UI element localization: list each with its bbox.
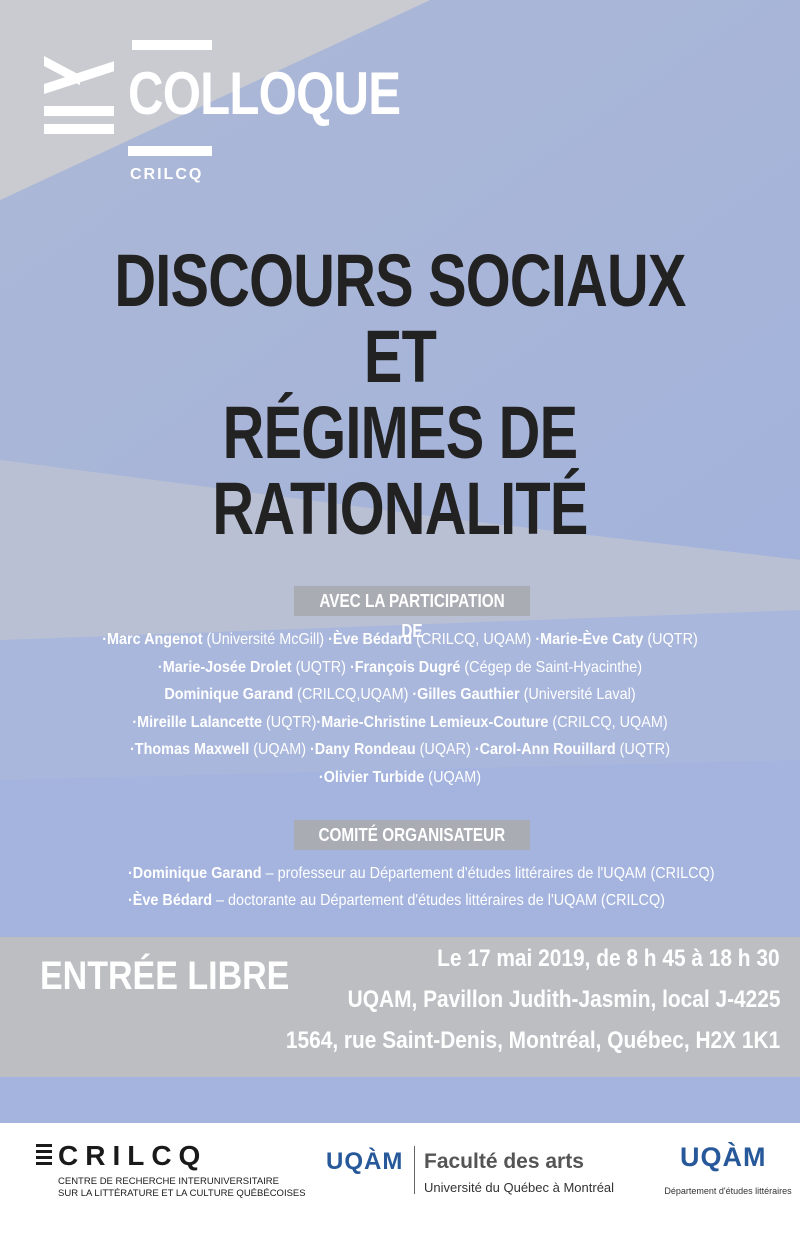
participant-affiliation: (CRILCQ, UQAM) <box>548 713 668 731</box>
participant-affiliation: (Université Laval) <box>519 686 636 703</box>
crilcq-logo <box>36 1138 306 1208</box>
participant-affiliation: (CRILCQ,UQAM) <box>293 686 413 703</box>
participant-name: ·Marie-Josée Drolet <box>157 658 292 676</box>
participant-affiliation: (UQAM) <box>249 741 311 758</box>
faculte-subtitle: Université du Québec à Montréal <box>424 1180 615 1195</box>
participant-affiliation: (Université McGill) <box>202 631 329 648</box>
crilcq-line-1: CENTRE DE RECHERCHE INTERUNIVERSITAIRE <box>58 1176 279 1187</box>
participant-name: Dominique Garand <box>164 686 294 703</box>
faculte-title: Faculté des arts <box>424 1150 584 1173</box>
participant-name: ·Olivier Turbide <box>318 768 425 786</box>
participant-line <box>76 654 724 682</box>
participant-name: ·François Dugré <box>349 658 461 676</box>
participant-name: ·Dany Rondeau <box>310 741 416 758</box>
participant-affiliation: (UQAM) <box>424 768 482 786</box>
committee-member-name: ·Dominique Garand <box>128 865 262 882</box>
participant-line <box>76 626 724 654</box>
page-title <box>0 239 800 550</box>
committee-list <box>128 860 788 914</box>
committee-member-name: ·Ève Bédard <box>128 892 213 909</box>
participant-affiliation: (UQTR) <box>643 631 698 648</box>
crilcq-word: CRILCQ <box>58 1140 208 1171</box>
participant-line <box>76 709 724 737</box>
participant-affiliation: (CRILCQ, UQAM) <box>412 631 536 648</box>
participant-affiliation: (Cégep de Saint-Hyacinthe) <box>460 658 643 676</box>
event-address: 1564, rue Saint-Denis, Montréal, Québec, H2X 1K1 <box>285 1027 780 1054</box>
department-label: Département d'études littéraires <box>664 1186 792 1196</box>
title-line-2: ET <box>363 315 437 398</box>
participant-name: ·Carol-Ann Rouillard <box>474 741 616 758</box>
colloque-logo <box>44 40 401 190</box>
participant-line <box>76 736 724 764</box>
participant-affiliation: (UQTR) <box>262 713 317 731</box>
participant-line <box>76 764 724 792</box>
entry-text: ENTRÉE LIBRE <box>40 954 290 998</box>
committee-member-role: – doctorante au Département d'études littéraires de l'UQAM (CRILCQ) <box>212 892 665 909</box>
event-date: Le 17 mai 2019, de 8 h 45 à 18 h 30 <box>437 945 780 972</box>
title-line-1: DISCOURS SOCIAUX <box>114 239 686 322</box>
participant-name: ·Gilles Gauthier <box>412 686 520 703</box>
participant-affiliation: (UQTR) <box>615 741 671 758</box>
uqam-logo: UQÀM <box>326 1148 404 1175</box>
participant-name: ·Marie-Ève Caty <box>535 631 644 648</box>
committee-member-role: – professeur au Département d'études littéraires de l'UQAM (CRILCQ) <box>261 865 715 882</box>
event-venue: UQAM, Pavillon Judith-Jasmin, local J-4225 <box>347 986 780 1013</box>
crilcq-line-2: SUR LA LITTÉRATURE ET LA CULTURE QUÉBÉCOISES <box>58 1188 306 1199</box>
colloque-word: COLLOQUE <box>128 60 401 127</box>
participant-name: ·Marie-Christine Lemieux-Couture <box>316 713 549 731</box>
participant-affiliation: (UQTR) <box>291 658 350 676</box>
committee-member <box>128 860 722 887</box>
committee-label: COMITÉ ORGANISATEUR <box>294 820 530 850</box>
footer-divider <box>414 1146 415 1194</box>
committee-member <box>128 887 722 914</box>
uqam-logo-right: UQÀM <box>680 1142 767 1172</box>
title-line-3: RÉGIMES DE RATIONALITÉ <box>212 391 588 550</box>
colloque-subtitle: CRILCQ <box>130 166 204 183</box>
participants-list <box>40 626 760 791</box>
participant-name: ·Mireille Lalancette <box>132 713 263 731</box>
participant-name: ·Ève Bédard <box>328 631 413 648</box>
participant-affiliation: (UQAR) <box>415 741 475 758</box>
participant-name: ·Marc Angenot <box>102 631 203 648</box>
participant-line <box>76 681 724 709</box>
participant-name: ·Thomas Maxwell <box>129 741 250 758</box>
participation-label: AVEC LA PARTICIPATION DE <box>294 586 530 616</box>
